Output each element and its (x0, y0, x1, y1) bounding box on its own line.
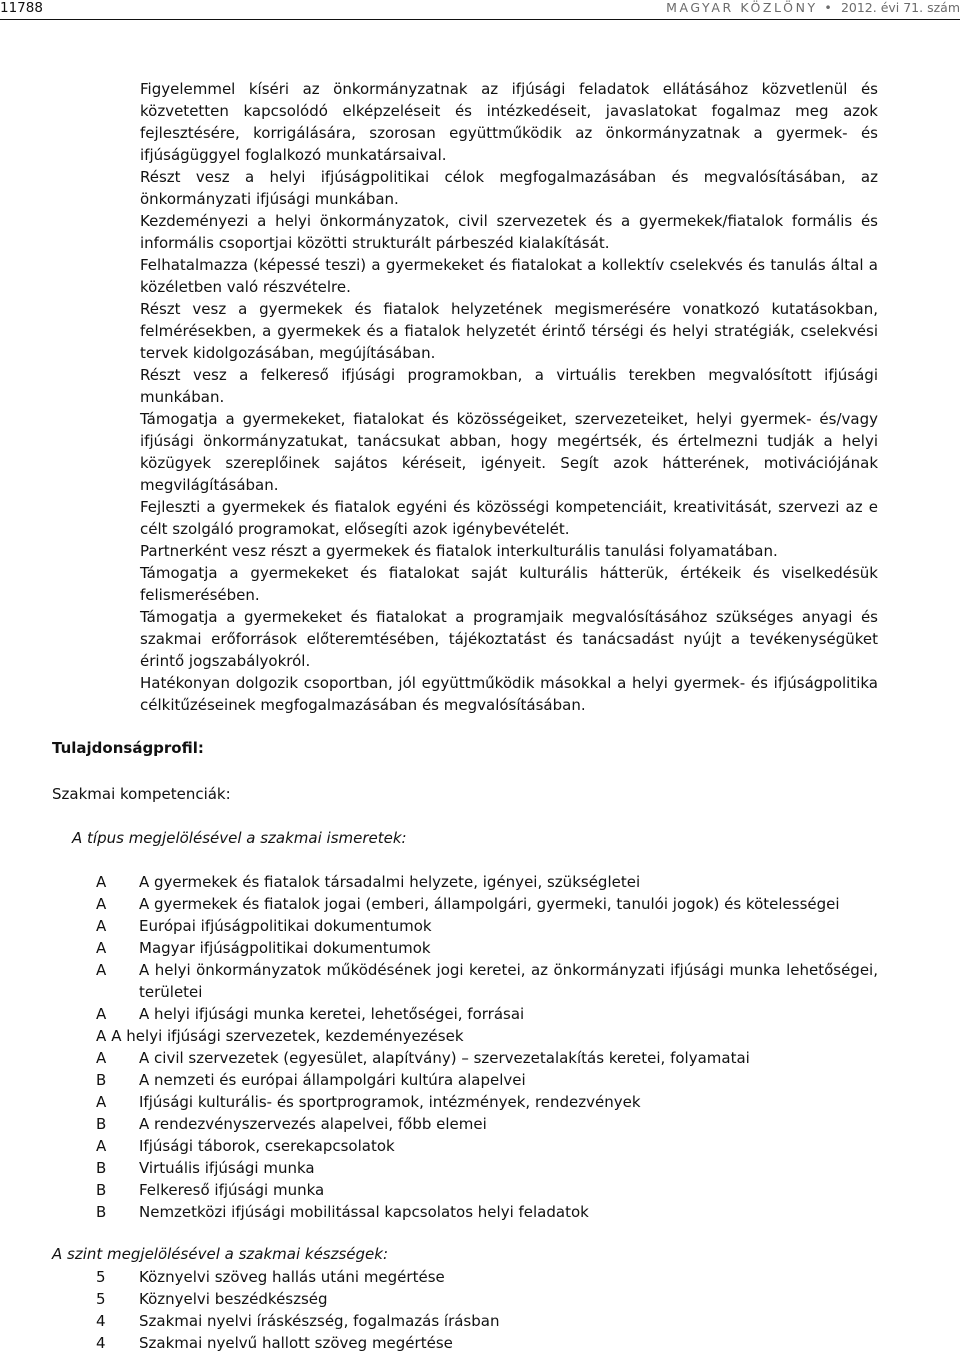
knowledge-type-code: A (96, 1093, 107, 1111)
knowledge-text: A gyermekek és fiatalok társadalmi helyzete, igényei, szükségletei (139, 873, 641, 891)
skill-level: 5 (96, 1290, 106, 1308)
knowledge-text: A helyi önkormányzatok működésének jogi keretei, az önkormányzati ifjúsági munka lehetőségei, területei (139, 961, 878, 1001)
knowledge-item (96, 915, 878, 937)
skill-level: 4 (96, 1312, 106, 1330)
skill-text: Szakmai nyelvű hallott szöveg megértése (139, 1334, 453, 1352)
knowledge-item (96, 1179, 878, 1201)
knowledge-type-code: A (96, 895, 107, 913)
knowledge-item (96, 893, 878, 915)
duty-paragraph: Támogatja a gyermekeket és fiatalokat saját kulturális hátterük, értékeik és viselkedésük felismerésében. (140, 564, 878, 604)
knowledge-item (96, 1135, 878, 1157)
knowledge-item (96, 1113, 878, 1135)
duty-paragraph: Részt vesz a gyermekek és fiatalok helyzetének megismerésére vonatkozó kutatásokban, felmérésekben, a gyermekek és a fiatalok helyzetét érintő térségi és helyi stratégiák, cselekvési tervek kidolgozásában, megújításában. (140, 300, 878, 362)
knowledge-type-code: B (96, 1159, 107, 1177)
duty-paragraph: Hatékonyan dolgozik csoportban, jól együttműködik másokkal a helyi gyermek- és ifjúságpolitika célkitűzéseinek megfogalmazásában és megvalósításában. (140, 674, 878, 714)
knowledge-type-code: A (96, 939, 107, 957)
knowledge-text: A rendezvényszervezés alapelvei, főbb elemei (139, 1115, 487, 1133)
knowledge-type-code: A (96, 917, 107, 935)
duty-paragraph: Részt vesz a felkereső ifjúsági programokban, a virtuális terekben megvalósított ifjúsági munkában. (140, 366, 878, 406)
skill-level: 4 (96, 1334, 106, 1352)
knowledge-type-code: B (96, 1203, 107, 1221)
header-separator: • (824, 0, 835, 15)
knowledge-type-code: B (96, 1071, 107, 1089)
knowledge-item (96, 1003, 878, 1025)
knowledge-type-code: A (96, 1027, 107, 1045)
knowledge-type-code: A (96, 1137, 107, 1155)
skill-text: Köznyelvi szöveg hallás utáni megértése (139, 1268, 445, 1286)
duty-paragraph: Támogatja a gyermekeket, fiatalokat és közösségeiket, szervezeteiket, helyi gyermek- és/vagy ifjúsági önkormányzatukat, tanácsukat abban, hogy megértsék, és értelmezni tudják a helyi közügyek szereplőinek sajátos kéréseit, igényeit. Segít azok hátterének, motivációjának megvilágításában. (140, 410, 878, 494)
duty-paragraph: Kezdeményezi a helyi önkormányzatok, civil szervezetek és a gyermekek/fiatalok formális és informális csoportjai közötti strukturált párbeszéd kialakítását. (140, 212, 878, 252)
knowledge-item (96, 1047, 878, 1069)
page-header (0, 0, 960, 22)
journal-name: MAGYAR KÖZLÖNY (666, 0, 818, 15)
knowledge-list (96, 871, 878, 1223)
knowledge-item (96, 1157, 878, 1179)
knowledge-type-code: A (96, 961, 107, 979)
knowledge-type-code: A (96, 873, 107, 891)
skill-text: Szakmai nyelvi íráskészség, fogalmazás írásban (139, 1312, 500, 1330)
journal-issue: 2012. évi 71. szám (840, 0, 960, 15)
duty-paragraph: Felhatalmazza (képessé teszi) a gyermekeket és fiatalokat a kollektív cselekvés és tanulás által a közéletben való részvételre. (140, 256, 878, 296)
knowledge-text: A civil szervezetek (egyesület, alapítvány) – szervezetalakítás keretei, folyamatai (139, 1049, 750, 1067)
duty-paragraph: Figyelemmel kíséri az önkormányzatnak az ifjúsági feladatok ellátásához közvetlenül és közvetetten kapcsolódó elképzeléseit és intézkedéseit, javaslatokat fogalmaz meg azok fejlesztésére, korrigálására, szorosan együttműködik az önkormányzatnak a gyermek- és ifjúságüggyel foglalkozó munkatársaival. (140, 80, 878, 164)
knowledge-item (96, 871, 878, 893)
duties-list (140, 78, 878, 716)
skill-item (96, 1332, 878, 1354)
skill-item (96, 1288, 878, 1310)
knowledge-text: Nemzetközi ifjúsági mobilitással kapcsolatos helyi feladatok (139, 1203, 589, 1221)
knowledge-text: A gyermekek és fiatalok jogai (emberi, állampolgári, gyermeki, tanulói jogok) és kötelességei (139, 895, 840, 913)
knowledge-text: Európai ifjúságpolitikai dokumentumok (139, 917, 432, 935)
knowledge-item (96, 1025, 878, 1047)
knowledge-item (96, 937, 878, 959)
duty-paragraph: Részt vesz a helyi ifjúságpolitikai célok megfogalmazásában és megvalósításában, az önkormányzati ifjúsági munkában. (140, 168, 878, 208)
competence-heading: Szakmai kompetenciák: (52, 785, 231, 803)
skill-item (96, 1310, 878, 1332)
knowledge-text: Ifjúsági táborok, cserekapcsolatok (139, 1137, 395, 1155)
duty-paragraph: Fejleszti a gyermekek és fiatalok egyéni és közösségi kompetenciáit, kreativitását, szervezi az e célt szolgáló programokat, elősegíti azok igénybevételét. (140, 498, 878, 538)
knowledge-type-code: A (96, 1005, 107, 1023)
journal-title (666, 0, 960, 16)
skill-level: 5 (96, 1268, 106, 1286)
duty-paragraph: Támogatja a gyermekeket és fiatalokat a programjaik megvalósításához szükséges anyagi és szakmai erőforrások előteremtésében, tájékoztatást és tanácsadást nyújt a tevékenységüket érintő jogszabályokról. (140, 608, 878, 670)
knowledge-text: Ifjúsági kulturális- és sportprogramok, intézmények, rendezvények (139, 1093, 641, 1111)
knowledge-text: A helyi ifjúsági munka keretei, lehetőségei, forrásai (139, 1005, 525, 1023)
skills-list (96, 1266, 878, 1354)
knowledge-item (96, 1091, 878, 1113)
knowledge-text: A helyi ifjúsági szervezetek, kezdeményezések (111, 1027, 464, 1045)
knowledge-type-code: B (96, 1115, 107, 1133)
skill-item (96, 1266, 878, 1288)
skill-text: Köznyelvi beszédkészség (139, 1290, 328, 1308)
page-number: 11788 (0, 0, 43, 16)
profile-heading: Tulajdonságprofil: (52, 739, 204, 757)
header-rule (0, 19, 960, 20)
knowledge-text: Felkereső ifjúsági munka (139, 1181, 325, 1199)
knowledge-text: Magyar ifjúságpolitikai dokumentumok (139, 939, 431, 957)
knowledge-heading: A típus megjelölésével a szakmai ismeretek: (72, 829, 407, 847)
knowledge-text: Virtuális ifjúsági munka (139, 1159, 315, 1177)
skills-heading: A szint megjelölésével a szakmai készségek: (52, 1245, 389, 1263)
knowledge-type-code: B (96, 1181, 107, 1199)
duty-paragraph: Partnerként vesz részt a gyermekek és fiatalok interkulturális tanulási folyamatában. (140, 542, 778, 560)
knowledge-item (96, 1201, 878, 1223)
knowledge-item (96, 1069, 878, 1091)
knowledge-text: A nemzeti és európai állampolgári kultúra alapelvei (139, 1071, 526, 1089)
knowledge-item (96, 959, 878, 1003)
knowledge-type-code: A (96, 1049, 107, 1067)
